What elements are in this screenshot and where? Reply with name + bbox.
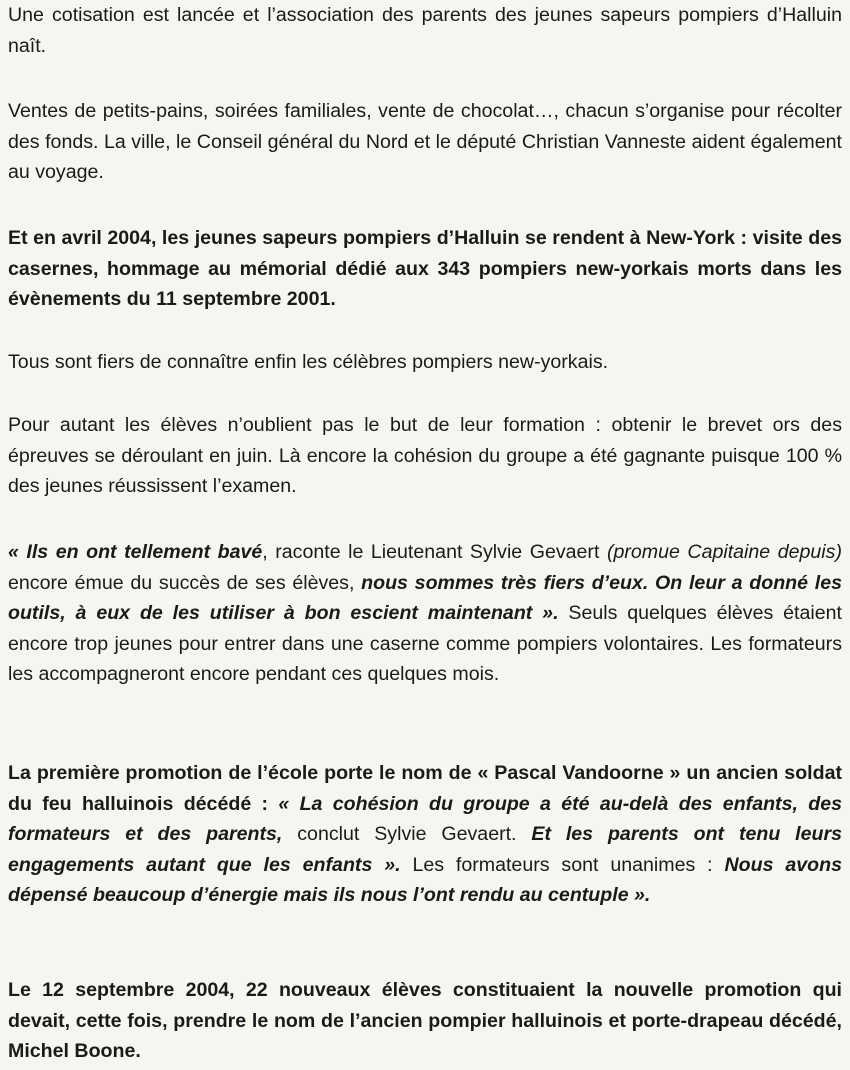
quote-text: Nous avons dépensé beaucoup d’énergie mais ils nous l’ont rendu au centuple ».	[8, 853, 842, 906]
quote-text: « Ils en ont tellement bavé	[8, 541, 263, 563]
quote-text: « La cohésion du groupe a été au-delà des enfants, des formateurs et des parents,	[8, 792, 842, 845]
paragraph-fundraising: Ventes de petits-pains, soirées familiales, vente de chocolat…, chacun s’organise pour récolter des fonds. La ville, le Conseil général du Nord et le député Christian Vanneste aident également au voyage.	[8, 100, 842, 183]
paragraph-association: Une cotisation est lancée et l’association des parents des jeunes sapeurs pompiers d’Halluin naît.	[8, 4, 842, 57]
quote-text: Et les parents ont tenu leurs engagements autant que les enfants ».	[8, 823, 843, 876]
quote-text: nous sommes très fiers d’eux. On leur a donné les outils, à eux de les utiliser à bon escient maintenant ».	[8, 571, 842, 624]
bold-text: La première promotion de l’école porte le nom de « Pascal Vandoorne » un ancien soldat du feu halluinois décédé :	[8, 762, 842, 815]
body-text: , raconte le Lieutenant Sylvie Gevaert	[262, 541, 607, 563]
paragraph-new-promotion: Le 12 septembre 2004, 22 nouveaux élèves constituaient la nouvelle promotion qui devait, cette fois, prendre le nom de l’ancien pompier halluinois et porte-drapeau décédé, Michel Boone.	[8, 979, 842, 1062]
paragraph-pride: Tous sont fiers de connaître enfin les célèbres pompiers new-yorkais.	[8, 351, 609, 373]
paragraph-lieutenant-quote	[8, 537, 842, 690]
body-text: Seuls quelques élèves étaient encore trop jeunes pour entrer dans une caserne comme pompiers volontaires. Les formateurs les accompagneront encore pendant ces quelques mois.	[8, 602, 842, 685]
body-text: encore émue du succès de ses élèves,	[8, 571, 362, 594]
body-text: conclut Sylvie Gevaert.	[282, 823, 532, 845]
aside-text: (promue Capitaine depuis)	[606, 541, 842, 563]
body-text: Les formateurs sont unanimes :	[400, 853, 725, 876]
paragraph-first-promotion	[8, 758, 842, 911]
paragraph-newyork-trip: Et en avril 2004, les jeunes sapeurs pompiers d’Halluin se rendent à New-York : visite des casernes, hommage au mémorial dédié aux 343 pompiers new-yorkais morts dans les évènements du 11 septembre 2001.	[8, 227, 842, 310]
paragraph-exam: Pour autant les élèves n’oublient pas le but de leur formation : obtenir le brevet ors des épreuves se déroulant en juin. Là encore la cohésion du groupe a été gagnante puisque 100 % des jeunes réussissent l’examen.	[8, 414, 842, 497]
